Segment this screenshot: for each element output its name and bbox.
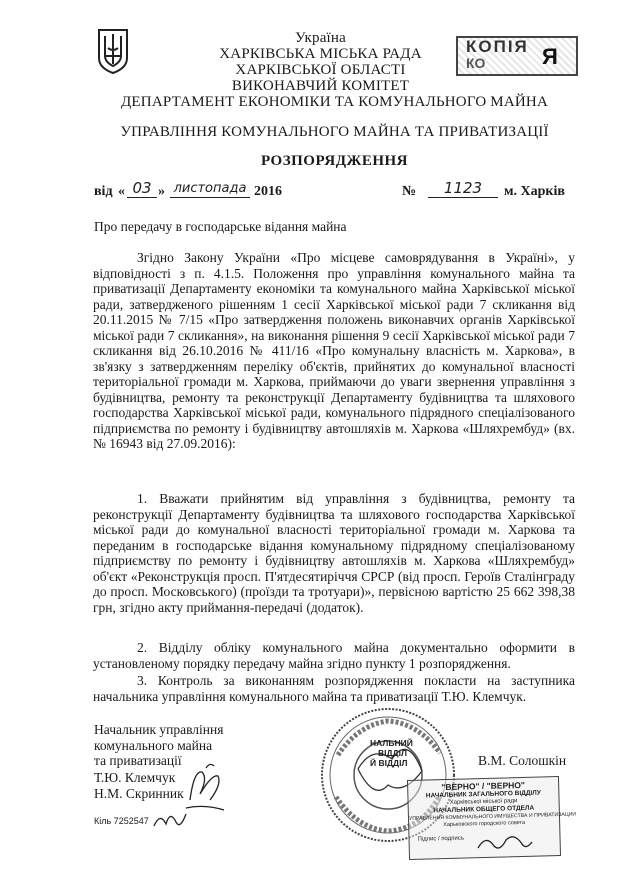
date-close-quote: » (158, 184, 165, 199)
header-region: ХАРКІВСЬКОЇ ОБЛАСТІ (235, 62, 406, 78)
header-council: ХАРКІВСЬКА МІСЬКА РАДА (219, 46, 422, 62)
signatory-name: В.М. Солошкін (478, 753, 567, 768)
signature-title-line-1: Начальник управління (94, 722, 224, 737)
copy-stamp-text: КОПІЯ (466, 37, 529, 56)
verno-stamp-line-4: УПРАВЛЕНИЯ КОММУНАЛЬНОГО ИМУЩЕСТВА И ПРИВАТИЗАЦИИ (408, 811, 577, 822)
copy-stamp-letter: Я (542, 44, 558, 69)
doc-number: 1123 (428, 181, 498, 198)
executor-2: Н.М. Скринник (94, 786, 184, 801)
signature-title-line-2: комунального майна (94, 737, 213, 753)
header-committee: ВИКОНАВЧИЙ КОМІТЕТ (231, 78, 410, 94)
header-administration: УПРАВЛІННЯ КОМУНАЛЬНОГО МАЙНА ТА ПРИВАТИЗАЦІЇ (120, 124, 549, 140)
verno-stamp-line-5: Харьковского городского совета (443, 819, 526, 829)
verno-stamp-title: "ВЕРНО" / "ВЕРНО" (441, 779, 526, 793)
verno-stamp-line-6: Підпис / подпись (417, 835, 465, 843)
header-country: Україна (295, 30, 346, 46)
copy-stamp (456, 36, 578, 76)
verno-stamp-line-3: НАЧАЛЬНИК ОБЩЕГО ОТДЕЛА (433, 804, 535, 815)
signature-title-line-3: та приватизації (94, 753, 182, 768)
verno-stamp-line-1: НАЧАЛЬНИК ЗАГАЛЬНОГО ВІДДІЛУ (425, 789, 541, 800)
handwritten-signature-2 (150, 806, 190, 834)
date-month: листопада (170, 181, 250, 198)
date-prefix: від (94, 184, 113, 199)
subject: Про передачу в господарське відання майна (94, 219, 347, 234)
round-seal-line-2: ВІДДІЛ (378, 748, 407, 758)
preamble: Згідно Закону України «Про місцеве самоврядування в Україні», у відповідності з п. 4.1.5. Положення про управління комунального майна та приватизації Департаменту економіки та комунального майна Харківської міської ради, затвердженого рішенням 1 сесії Харківської міської ради 7 скликання від 20.11.2015 № 7/15 «Про затвердження положень виконавчих органів Харківської міської ради 7 скликання», на виконання рішення 9 сесії Харківської міської ради 7 скликання від 26.10.2016 № 411/16 «Про комунальну власність м. Харкова», в зв'язку з затвердженням переліку об'єктів, прийнятих до комунальної власності територіальної громади м. Харкова, приймаючи до уваги звернення управління з будівництва, ремонту та реконструкції Департаменту будівництва та шляхового господарства Харківської міської ради, комунального підрядного спеціалізованого підприємства по ремонту і будівництву автошляхів м. Харкова «Шляхрембуд» (вх. № 16943 від 27.09.2016): (93, 250, 575, 451)
round-seal-text (370, 738, 413, 768)
executor-1: Т.Ю. Клемчук (94, 770, 176, 785)
date-line (94, 179, 584, 204)
copies-note: Кіль 7252547 (94, 816, 149, 826)
header-department: ДЕПАРТАМЕНТ ЕКОНОМІКИ ТА КОМУНАЛЬНОГО МАЙНА (121, 94, 548, 110)
item-2: 2. Відділу обліку комунального майна документально оформити в установленому порядку передачу майна згідно пункту 1 розпорядження. (93, 640, 575, 671)
doc-type-title: РОЗПОРЯДЖЕННЯ (260, 153, 409, 169)
round-seal-line-1: НАЛЬНИЙ (370, 738, 413, 748)
verno-signature (474, 830, 534, 856)
date-open-quote: « (118, 184, 125, 199)
number-label: № (402, 184, 417, 199)
item-3: 3. Контроль за виконанням розпорядження покласти на заступника начальника управління комунального майна та приватизації Т.Ю. Клемчук. (93, 673, 575, 704)
date-year: 2016 (254, 184, 282, 199)
date-day: 03 (127, 181, 157, 198)
round-seal-line-3: Й ВІДДІЛ (370, 758, 408, 768)
doc-city: м. Харків (504, 184, 565, 199)
item-1: 1. Вважати прийнятим від управління з будівництва, ремонту та реконструкції Департаменту будівництва та шляхового господарства Харківської міської ради до комунальної власності територіальної громади м. Харкова та переданим в господарське відання комунальному підрядному спеціалізованому підприємству по ремонту і будівництву автошляхів м. Харкова «Шляхрембуд» об'єкт «Реконструкція просп. П'ятдесятиріччя СРСР (від просп. Героїв Сталінграду до просп. Московського) (проїзди та тротуари)», первісною вартістю 25 662 398,38 грн, згідно акту приймання-передачі (додаток). (93, 491, 575, 615)
verno-stamp-line-2: Харківської міської ради (449, 798, 518, 806)
copy-stamp-text-2: КО (466, 55, 486, 71)
